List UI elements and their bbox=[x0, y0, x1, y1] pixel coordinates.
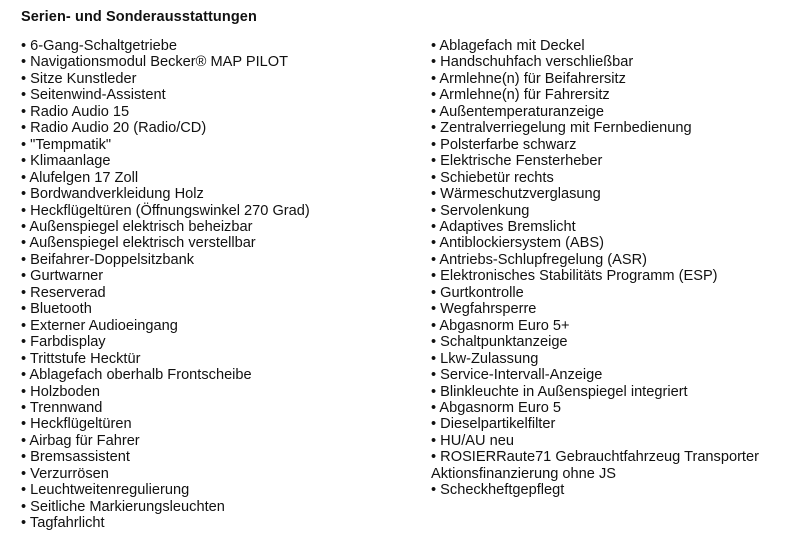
item-label: Blinkleuchte in Außenspiegel integriert bbox=[440, 383, 688, 400]
item-label: Leuchtweitenregulierung bbox=[30, 482, 190, 499]
item-label: Heckflügeltüren bbox=[30, 416, 132, 433]
item-label: Service-Intervall-Anzeige bbox=[440, 367, 603, 384]
bullet: • bbox=[21, 317, 31, 334]
list-item bbox=[21, 186, 416, 202]
list-item bbox=[21, 54, 416, 70]
bullet: • bbox=[21, 399, 30, 416]
list-item bbox=[21, 252, 416, 268]
bullet: • bbox=[431, 54, 441, 71]
bullet: • bbox=[21, 350, 30, 367]
bullet: • bbox=[431, 367, 441, 384]
list-item bbox=[431, 186, 791, 202]
item-label: Ablagefach oberhalb Frontscheibe bbox=[29, 367, 252, 384]
item-label: Seitliche Markierungsleuchten bbox=[30, 498, 225, 515]
item-label: Airbag für Fahrer bbox=[29, 432, 140, 449]
list-item bbox=[21, 416, 416, 432]
list-item bbox=[431, 87, 791, 103]
bullet: • bbox=[21, 153, 31, 170]
list-item bbox=[431, 203, 791, 219]
item-label: Schaltpunktanzeige bbox=[440, 334, 568, 351]
list-item bbox=[431, 334, 791, 350]
list-item bbox=[431, 104, 791, 120]
item-label: Klimaanlage bbox=[30, 153, 111, 170]
list-item bbox=[21, 466, 416, 482]
list-item bbox=[431, 482, 791, 498]
bullet: • bbox=[431, 334, 441, 351]
list-item bbox=[21, 301, 416, 317]
list-item bbox=[21, 367, 416, 383]
bullet: • bbox=[431, 482, 441, 499]
bullet: • bbox=[431, 120, 441, 137]
item-label: Lkw-Zulassung bbox=[440, 350, 539, 367]
item-label: Wärmeschutzverglasung bbox=[440, 186, 601, 203]
list-item bbox=[431, 219, 791, 235]
item-label: Abgasnorm Euro 5 bbox=[439, 399, 562, 416]
item-label: ROSIERRaute71 Gebrauchtfahrzeug Transporter Aktionsfinanzierung ohne JS bbox=[431, 449, 759, 482]
list-item bbox=[431, 120, 791, 136]
bullet: • bbox=[431, 416, 441, 433]
item-label: Außentemperaturanzeige bbox=[439, 103, 605, 120]
bullet: • bbox=[21, 416, 31, 433]
list-item bbox=[21, 334, 416, 350]
list-item bbox=[21, 170, 416, 186]
list-item bbox=[431, 449, 791, 482]
list-item bbox=[21, 285, 416, 301]
bullet: • bbox=[21, 432, 30, 449]
item-label: "Tempmatik" bbox=[30, 136, 112, 153]
bullet: • bbox=[21, 251, 31, 268]
bullet: • bbox=[21, 268, 31, 285]
item-label: Antriebs-Schlupfregelung (ASR) bbox=[439, 251, 648, 268]
list-item bbox=[431, 384, 791, 400]
list-item bbox=[431, 170, 791, 186]
list-item bbox=[431, 400, 791, 416]
item-label: Servolenkung bbox=[440, 202, 530, 219]
bullet: • bbox=[431, 169, 441, 186]
bullet: • bbox=[431, 38, 440, 54]
list-item bbox=[21, 351, 416, 367]
item-label: Außenspiegel elektrisch verstellbar bbox=[29, 235, 256, 252]
list-item bbox=[431, 252, 791, 268]
bullet: • bbox=[431, 399, 440, 416]
item-label: Elektrische Fensterheber bbox=[440, 153, 603, 170]
bullet: • bbox=[431, 251, 440, 268]
item-label: Externer Audioeingang bbox=[30, 317, 178, 334]
list-item bbox=[21, 71, 416, 87]
bullet: • bbox=[21, 449, 31, 466]
item-label: Bordwandverkleidung Holz bbox=[30, 186, 204, 203]
item-label: Heckflügeltüren (Öffnungswinkel 270 Grad) bbox=[30, 202, 310, 219]
bullet: • bbox=[431, 87, 440, 104]
bullet: • bbox=[431, 70, 440, 87]
item-label: 6-Gang-Schaltgetriebe bbox=[30, 38, 178, 54]
list-item bbox=[431, 153, 791, 169]
item-label: Elektronisches Stabilitäts Programm (ESP) bbox=[440, 268, 718, 285]
item-label: Dieselpartikelfilter bbox=[440, 416, 556, 433]
bullet: • bbox=[21, 120, 31, 137]
item-label: Trittstufe Hecktür bbox=[29, 350, 141, 367]
list-item bbox=[431, 71, 791, 87]
item-label: Holzboden bbox=[30, 383, 100, 400]
bullet: • bbox=[21, 202, 31, 219]
bullet: • bbox=[431, 153, 441, 170]
bullet: • bbox=[431, 317, 440, 334]
item-label: Radio Audio 15 bbox=[30, 103, 130, 120]
item-label: Reserverad bbox=[30, 284, 106, 301]
list-item bbox=[21, 235, 416, 251]
bullet: • bbox=[21, 38, 31, 54]
bullet: • bbox=[431, 103, 440, 120]
list-item bbox=[431, 38, 791, 54]
bullet: • bbox=[21, 367, 30, 384]
list-item bbox=[21, 137, 416, 153]
bullet: • bbox=[431, 301, 441, 318]
bullet: • bbox=[21, 482, 31, 499]
list-item bbox=[21, 384, 416, 400]
bullet: • bbox=[21, 70, 31, 87]
item-label: Bluetooth bbox=[30, 301, 92, 318]
bullet: • bbox=[21, 54, 31, 71]
item-label: Alufelgen 17 Zoll bbox=[29, 169, 139, 186]
item-label: Bremsassistent bbox=[30, 449, 130, 466]
list-item bbox=[21, 120, 416, 136]
item-label: Schiebetür rechts bbox=[440, 169, 554, 186]
item-label: Scheckheftgepflegt bbox=[440, 482, 565, 499]
item-label: HU/AU neu bbox=[440, 432, 514, 449]
list-item bbox=[21, 87, 416, 103]
list-item bbox=[21, 318, 416, 334]
bullet: • bbox=[431, 268, 441, 285]
bullet: • bbox=[431, 383, 441, 400]
list-item bbox=[21, 203, 416, 219]
list-item bbox=[21, 449, 416, 465]
list-item bbox=[431, 301, 791, 317]
bullet: • bbox=[431, 350, 441, 367]
bullet: • bbox=[21, 103, 31, 120]
list-item bbox=[21, 153, 416, 169]
bullet: • bbox=[21, 284, 31, 301]
list-item bbox=[21, 515, 416, 531]
item-label: Adaptives Bremslicht bbox=[439, 218, 576, 235]
item-label: Farbdisplay bbox=[30, 334, 106, 351]
item-label: Beifahrer-Doppelsitzbank bbox=[30, 251, 195, 268]
bullet: • bbox=[21, 169, 30, 186]
item-label: Navigationsmodul Becker® MAP PILOT bbox=[30, 54, 289, 71]
list-item bbox=[21, 482, 416, 498]
bullet: • bbox=[21, 515, 30, 532]
item-label: Radio Audio 20 (Radio/CD) bbox=[30, 120, 207, 137]
item-label: Außenspiegel elektrisch beheizbar bbox=[29, 218, 253, 235]
item-label: Tagfahrlicht bbox=[29, 515, 105, 532]
item-label: Sitze Kunstleder bbox=[30, 70, 137, 87]
bullet: • bbox=[21, 465, 31, 482]
list-item bbox=[431, 367, 791, 383]
bullet: • bbox=[21, 498, 31, 515]
item-label: Gurtwarner bbox=[30, 268, 104, 285]
list-item bbox=[431, 235, 791, 251]
item-label: Handschuhfach verschließbar bbox=[440, 54, 634, 71]
equipment-list-right bbox=[431, 38, 791, 499]
item-label: Polsterfarbe schwarz bbox=[440, 136, 577, 153]
bullet: • bbox=[21, 301, 31, 318]
item-label: Verzurrösen bbox=[30, 465, 109, 482]
page-title: Serien- und Sonderausstattungen bbox=[21, 9, 257, 25]
item-label: Ablagefach mit Deckel bbox=[439, 38, 585, 54]
bullet: • bbox=[431, 449, 441, 466]
list-item bbox=[431, 54, 791, 70]
bullet: • bbox=[431, 186, 441, 203]
item-label: Gurtkontrolle bbox=[440, 284, 524, 301]
bullet: • bbox=[431, 235, 440, 252]
list-item bbox=[431, 318, 791, 334]
list-item bbox=[431, 416, 791, 432]
list-item bbox=[21, 499, 416, 515]
list-item bbox=[21, 38, 416, 54]
item-label: Abgasnorm Euro 5+ bbox=[439, 317, 570, 334]
list-item bbox=[431, 268, 791, 284]
list-item bbox=[21, 400, 416, 416]
list-item bbox=[21, 104, 416, 120]
item-label: Trennwand bbox=[29, 399, 103, 416]
list-item bbox=[431, 137, 791, 153]
item-label: Zentralverriegelung mit Fernbedienung bbox=[440, 120, 692, 137]
bullet: • bbox=[431, 432, 441, 449]
list-item bbox=[21, 219, 416, 235]
bullet: • bbox=[21, 186, 31, 203]
bullet: • bbox=[431, 284, 441, 301]
bullet: • bbox=[21, 87, 31, 104]
list-item bbox=[21, 268, 416, 284]
item-label: Armlehne(n) für Fahrersitz bbox=[439, 87, 610, 104]
list-item bbox=[21, 433, 416, 449]
item-label: Seitenwind-Assistent bbox=[30, 87, 166, 104]
item-label: Wegfahrsperre bbox=[440, 301, 537, 318]
list-item bbox=[431, 433, 791, 449]
bullet: • bbox=[21, 383, 31, 400]
bullet: • bbox=[21, 235, 30, 252]
equipment-list-left bbox=[21, 38, 416, 532]
bullet: • bbox=[21, 218, 30, 235]
bullet: • bbox=[431, 218, 440, 235]
item-label: Armlehne(n) für Beifahrersitz bbox=[439, 70, 626, 87]
item-label: Antiblockiersystem (ABS) bbox=[439, 235, 604, 252]
bullet: • bbox=[21, 136, 31, 153]
bullet: • bbox=[21, 334, 31, 351]
list-item bbox=[431, 285, 791, 301]
bullet: • bbox=[431, 136, 441, 153]
bullet: • bbox=[431, 202, 441, 219]
list-item bbox=[431, 351, 791, 367]
